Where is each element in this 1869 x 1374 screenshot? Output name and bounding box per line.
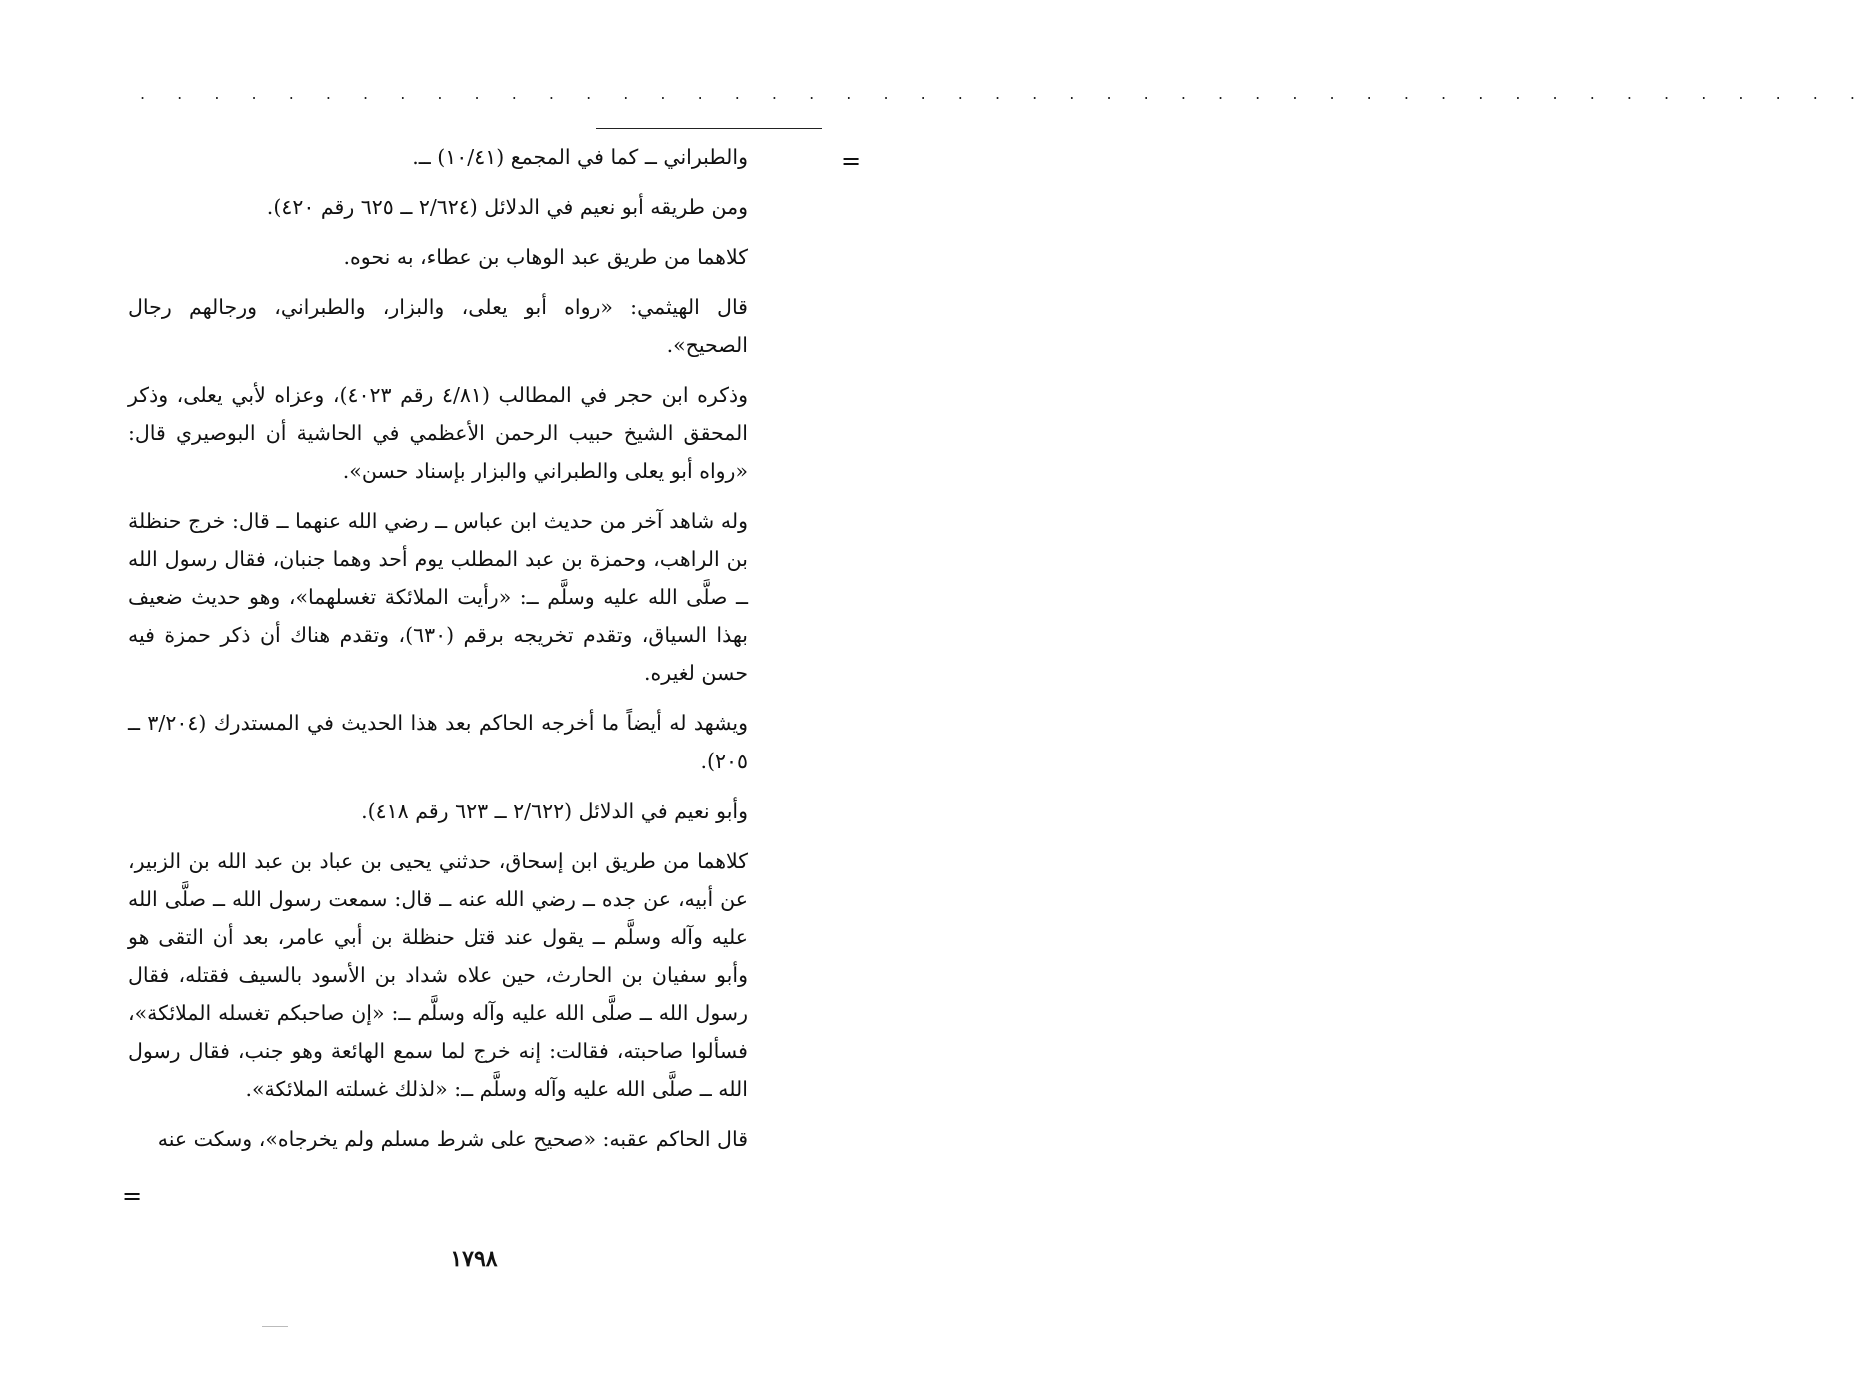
paragraph: ويشهد له أيضاً ما أخرجه الحاكم بعد هذا الحديث في المستدرك (٣/٢٠٤ ــ ٢٠٥).	[128, 711, 749, 773]
paragraph: وذكره ابن حجر في المطالب (٤/٨١ رقم ٤٠٢٣)، وعزاه لأبي يعلى، وذكر المحقق الشيخ حبيب الرحمن الأعظمي في الحاشية أن البوصيري قال: «رواه أبو يعلى والطبراني والبزار بإسناد حسن».	[128, 383, 748, 483]
page-number: ١٧٩٨	[450, 1246, 498, 1272]
paragraph: كلاهما من طريق عبد الوهاب بن عطاء، به نحوه.	[343, 245, 748, 269]
paragraph: كلاهما من طريق ابن إسحاق، حدثني يحيى بن عباد بن عبد الله بن الزبير، عن أبيه، عن جده ــ رضي الله عنه ــ قال: سمعت رسول الله ــ صلَّى الله عليه وآله وسلَّم ــ يقول عند قتل حنظلة بن أبي عامر، بعد أن التقى هو وأبو سفيان بن الحارث، حين علاه شداد بن الأسود بالسيف فقتله، فقال رسول الله ــ صلَّى الله عليه وآله وسلَّم ــ: «إن صاحبكم تغسله الملائكة»، فسألوا صاحبته، فقالت: إنه خرج لما سمع الهائعة وهو جنب، فقال رسول الله ــ صلَّى الله عليه وآله وسلَّم ــ: «لذلك غسلته الملائكة».	[128, 849, 748, 1101]
footnote-separator-line	[596, 128, 822, 129]
scan-smudge	[262, 1326, 288, 1327]
paragraph: والطبراني ــ كما في المجمع (١٠/٤١) ــ.	[412, 145, 748, 169]
paragraph: وله شاهد آخر من حديث ابن عباس ــ رضي الله عنهما ــ قال: خرج حنظلة بن الراهب، وحمزة بن عبد المطلب يوم أحد وهما جنبان، فقال رسول الله ــ صلَّى الله عليه وسلَّم ــ: «رأيت الملائكة تغسلهما»، وهو حديث ضعيف بهذا السياق، وتقدم تخريجه برقم (٦٣٠)، وتقدم هناك أن ذكر حمزة فيه حسن لغيره.	[128, 509, 749, 685]
footnote-text-block	[128, 138, 748, 1170]
paragraph: ومن طريقه أبو نعيم في الدلائل (٢/٦٢٤ ــ ٦٢٥ رقم ٤٢٠).	[266, 195, 748, 219]
continuation-mark-bottom: =	[122, 1182, 143, 1210]
continuation-mark-top: =	[841, 147, 862, 175]
header-dot-leader: . . . . . . . . . . . . . . . . . . . . . . . . . . . . . . . . . . . . . . . . . . . . . . .	[140, 84, 1869, 103]
paragraph: قال الحاكم عقبه: «صحيح على شرط مسلم ولم يخرجاه»، وسكت عنه	[157, 1127, 748, 1151]
paragraph: قال الهيثمي: «رواه أبو يعلى، والبزار، والطبراني، ورجالهم رجال الصحيح».	[128, 295, 748, 357]
paragraph: وأبو نعيم في الدلائل (٢/٦٢٢ ــ ٦٢٣ رقم ٤١٨).	[361, 799, 748, 823]
